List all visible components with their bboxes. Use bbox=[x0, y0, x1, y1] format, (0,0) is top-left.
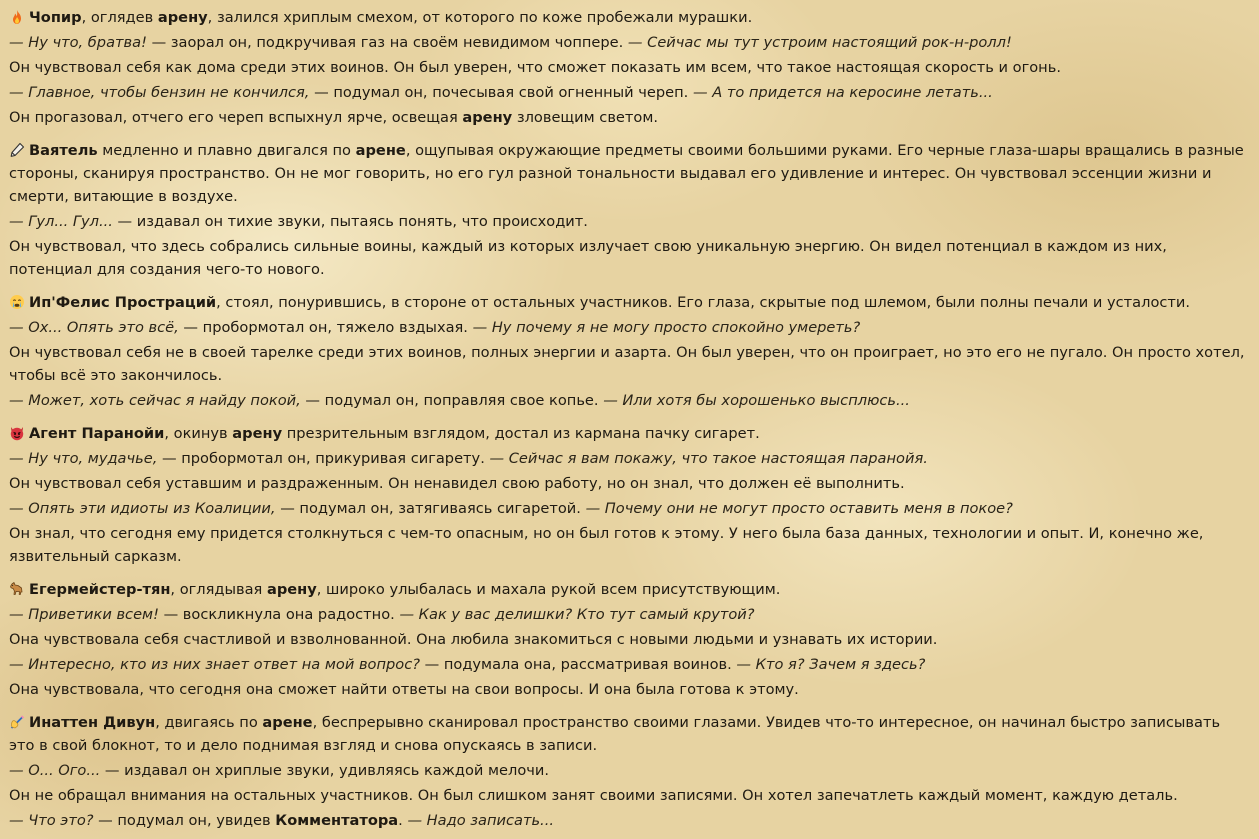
text-span: — подумал он, затягиваясь сигаретой. bbox=[280, 500, 586, 517]
paragraph bbox=[9, 578, 1250, 601]
italic-speech: — Или хотя бы хорошенько высплюсь... bbox=[603, 392, 910, 409]
italic-speech: — Ну что, братва! bbox=[9, 34, 152, 51]
text-span: , широко улыбалась и махала рукой всем присутствующим. bbox=[316, 581, 781, 598]
bold-name: арене bbox=[262, 714, 313, 731]
text-span: — подумал он, почесывая свой огненный череп. bbox=[314, 84, 693, 101]
paragraph bbox=[9, 6, 1250, 29]
text-span: — заорал он, подкручивая газ на своём невидимом чоппере. bbox=[151, 34, 628, 51]
bold-name: Егермейстер-тян bbox=[29, 581, 171, 598]
character-block bbox=[9, 711, 1250, 832]
bold-name: Агент Паранойи bbox=[29, 425, 165, 442]
bold-name: арену bbox=[462, 109, 513, 126]
bold-name: Инаттен Дивун bbox=[29, 714, 156, 731]
paragraph bbox=[9, 653, 1250, 676]
paragraph bbox=[9, 56, 1250, 79]
text-span: Он чувствовал, что здесь собрались сильные воины, каждый из которых излучает свою уникальную энергию. Он видел потенциал в каждом из них, потенциал для создания чего-то нового. bbox=[9, 238, 1167, 278]
text-span: медленно и плавно двигался по bbox=[97, 142, 356, 159]
text-span: — пробормотал он, тяжело вздыхая. bbox=[183, 319, 473, 336]
bold-name: Ип'Фелис Простраций bbox=[29, 294, 217, 311]
italic-speech: — Опять эти идиоты из Коалиции, bbox=[9, 500, 281, 517]
italic-speech: — Кто я? Зачем я здесь? bbox=[736, 656, 926, 673]
paragraph bbox=[9, 678, 1250, 701]
italic-speech: — Сейчас мы тут устроим настоящий рок-н-ролл! bbox=[627, 34, 1012, 51]
italic-speech: — Главное, чтобы бензин не кончился, bbox=[9, 84, 315, 101]
text-span: , стоял, понурившись, в стороне от остальных участников. Его глаза, скрытые под шлемом, были полны печали и усталости. bbox=[216, 294, 1191, 311]
paragraph bbox=[9, 81, 1250, 104]
bold-name: арену bbox=[157, 9, 208, 26]
paragraph bbox=[9, 784, 1250, 807]
character-block bbox=[9, 139, 1250, 281]
text-span: Он чувствовал себя как дома среди этих воинов. Он был уверен, что сможет показать им всем, что такое настоящая скорость и огонь. bbox=[9, 59, 1061, 76]
paragraph bbox=[9, 316, 1250, 339]
text-span: , оглядывая bbox=[170, 581, 267, 598]
devil-face-icon bbox=[9, 425, 25, 441]
text-span: , залился хриплым смехом, от которого по коже пробежали мурашки. bbox=[207, 9, 753, 26]
paragraph bbox=[9, 603, 1250, 626]
italic-speech: — Гул... Гул... bbox=[9, 213, 118, 230]
bold-name: Комментатора bbox=[275, 812, 399, 829]
paragraph bbox=[9, 711, 1250, 757]
paragraph bbox=[9, 472, 1250, 495]
italic-speech: — Интересно, кто из них знает ответ на мой вопрос? bbox=[9, 656, 425, 673]
paragraph bbox=[9, 628, 1250, 651]
text-span: Он знал, что сегодня ему придется столкнуться с чем-то опасным, но он был готов к этому. У него была база данных, технологии и опыт. И, конечно же, язвительный сарказм. bbox=[9, 525, 1204, 565]
bold-name: арене bbox=[355, 142, 406, 159]
paragraph bbox=[9, 522, 1250, 568]
italic-speech: — Сейчас я вам покажу, что такое настоящая паранойя. bbox=[489, 450, 928, 467]
text-span: Он прогазовал, отчего его череп вспыхнул ярче, освещая bbox=[9, 109, 463, 126]
italic-speech: — Почему они не могут просто оставить меня в покое? bbox=[585, 500, 1013, 517]
text-span: зловещим светом. bbox=[512, 109, 658, 126]
italic-speech: — Ну что, мудачье, bbox=[9, 450, 162, 467]
bold-name: Чопир bbox=[29, 9, 82, 26]
text-span: , окинув bbox=[164, 425, 233, 442]
paragraph bbox=[9, 291, 1250, 314]
italic-speech: — А то придется на керосине летать... bbox=[692, 84, 993, 101]
bold-name: арену bbox=[266, 581, 317, 598]
text-span: , ощупывая окружающие предметы своими большими руками. Его черные глаза-шары вращались в разные стороны, сканируя пространство. Он не мог говорить, но его гул разной тональности выдавал его удивление и интерес. Он чувствовал эссенции жизни и смерти, витающие в воздухе. bbox=[9, 142, 1244, 205]
text-span: — воскликнула она радостно. bbox=[163, 606, 400, 623]
paragraph bbox=[9, 389, 1250, 412]
italic-speech: — Ну почему я не могу просто спокойно умереть? bbox=[472, 319, 861, 336]
text-span: , двигаясь по bbox=[155, 714, 263, 731]
text-span: Он чувствовал себя уставшим и раздраженным. Он ненавидел свою работу, но он знал, что должен её выполнить. bbox=[9, 475, 905, 492]
text-span: , беспрерывно сканировал пространство своими глазами. Увидев что-то интересное, он начинал быстро записывать это в свой блокнот, то и дело поднимая взгляд и снова опускаясь в записи. bbox=[9, 714, 1221, 754]
dog-icon bbox=[9, 581, 25, 597]
text-span: Он чувствовал себя не в своей тарелке среди этих воинов, полных энергии и азарта. Он был уверен, что он проиграет, но это его не пугало. Он просто хотел, чтобы всё это закончилось. bbox=[9, 344, 1245, 384]
text-span: — издавал он тихие звуки, пытаясь понять, что происходит. bbox=[117, 213, 588, 230]
italic-speech: — Может, хоть сейчас я найду покой, bbox=[9, 392, 306, 409]
text-span: Она чувствовала себя счастливой и взволнованной. Она любила знакомиться с новыми людьми и узнавать их истории. bbox=[9, 631, 938, 648]
paragraph bbox=[9, 210, 1250, 233]
italic-speech: — О... Ого... bbox=[9, 762, 105, 779]
text-span: Он не обращал внимания на остальных участников. Он был слишком занят своими записями. Он хотел запечатлеть каждый момент, каждую деталь. bbox=[9, 787, 1178, 804]
italic-speech: — Как у вас делишки? Кто тут самый крутой? bbox=[399, 606, 755, 623]
italic-speech: — Приветики всем! bbox=[9, 606, 164, 623]
text-span: , оглядев bbox=[81, 9, 158, 26]
pen-icon bbox=[9, 142, 25, 158]
text-span: — пробормотал он, прикуривая сигарету. bbox=[161, 450, 490, 467]
text-span: . bbox=[398, 812, 408, 829]
text-span: — подумал он, увидев bbox=[98, 812, 276, 829]
paragraph bbox=[9, 809, 1250, 832]
character-block bbox=[9, 422, 1250, 568]
text-span: — подумал он, поправляя свое копье. bbox=[305, 392, 604, 409]
character-block bbox=[9, 291, 1250, 412]
paragraph bbox=[9, 139, 1250, 208]
paragraph bbox=[9, 497, 1250, 520]
paragraph bbox=[9, 447, 1250, 470]
paragraph bbox=[9, 341, 1250, 387]
italic-speech: — Что это? bbox=[9, 812, 99, 829]
crying-face-icon bbox=[9, 294, 25, 310]
text-span: презрительным взглядом, достал из кармана пачку сигарет. bbox=[282, 425, 760, 442]
character-block bbox=[9, 6, 1250, 129]
paragraph bbox=[9, 235, 1250, 281]
bold-name: Ваятель bbox=[29, 142, 98, 159]
paragraph bbox=[9, 106, 1250, 129]
text-span: Она чувствовала, что сегодня она сможет найти ответы на свои вопросы. И она была готова к этому. bbox=[9, 681, 799, 698]
text-span: — подумала она, рассматривая воинов. bbox=[424, 656, 737, 673]
paragraph bbox=[9, 31, 1250, 54]
text-span: — издавал он хриплые звуки, удивляясь каждой мелочи. bbox=[104, 762, 550, 779]
writing-hand-icon bbox=[9, 714, 25, 730]
italic-speech: — Ох... Опять это всё, bbox=[9, 319, 184, 336]
character-block bbox=[9, 578, 1250, 701]
paragraph bbox=[9, 422, 1250, 445]
fire-icon bbox=[9, 9, 25, 25]
italic-speech: — Надо записать... bbox=[407, 812, 554, 829]
bold-name: арену bbox=[232, 425, 283, 442]
paragraph bbox=[9, 759, 1250, 782]
